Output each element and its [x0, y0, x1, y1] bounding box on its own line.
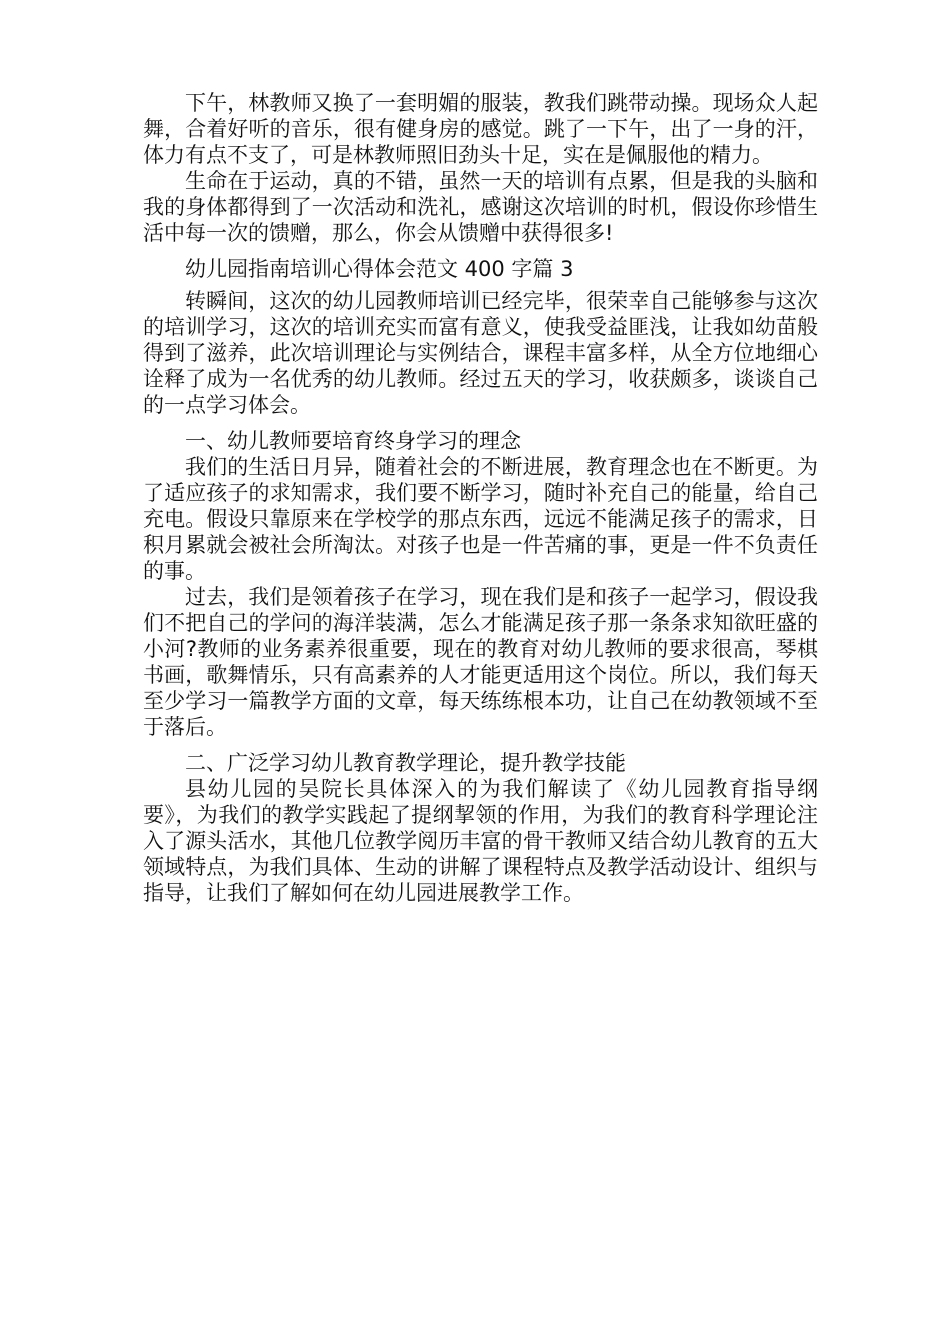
- paragraph: 下午，林教师又换了一套明媚的服装，教我们跳带动操。现场众人起舞，合着好听的音乐，很有健身房的感觉。跳了一下午，出了一身的汗，体力有点不支了，可是林教师照旧劲头十足，实在是佩服他的精力。: [143, 91, 818, 167]
- document-page: [143, 90, 818, 906]
- paragraph: 转瞬间，这次的幼儿园教师培训已经完毕，很荣幸自己能够参与这次的培训学习，这次的培训充实而富有意义，使我受益匪浅，让我如幼苗般得到了滋养，此次培训理论与实例结合，课程丰富多样，从全方位地细心诠释了成为一名优秀的幼儿教师。经过五天的学习，收获颇多，谈谈自己的一点学习体会。: [143, 289, 818, 417]
- paragraph: 过去，我们是领着孩子在学习，现在我们是和孩子一起学习，假设我们不把自己的学问的海洋装满，怎么才能满足孩子那一条条求知欲旺盛的小河?教师的业务素养很重要，现在的教育对幼儿教师的要求很高，琴棋书画，歌舞情乐，只有高素养的人才能更适用这个岗位。所以，我们每天至少学习一篇教学方面的文章，每天练练根本功，让自己在幼教领域不至于落后。: [143, 585, 818, 739]
- paragraph: 县幼儿园的吴院长具体深入的为我们解读了《幼儿园教育指导纲要》，为我们的教学实践起了提纲挈领的作用，为我们的教育科学理论注入了源头活水，其他几位教学阅历丰富的骨干教师又结合幼儿教育的五大领域特点，为我们具体、生动的讲解了课程特点及教学活动设计、组织与指导，让我们了解如何在幼儿园进展教学工作。: [143, 777, 818, 905]
- section-heading: 一、幼儿教师要培育终身学习的理念: [185, 429, 521, 453]
- paragraph: 我们的生活日月异，随着社会的不断进展，教育理念也在不断更。为了适应孩子的求知需求，我们要不断学习，随时补充自己的能量，给自己充电。假设只靠原来在学校学的那点东西，远远不能满足孩子的需求，日积月累就会被社会所淘汰。对孩子也是一件苦痛的事，更是一件不负责任的事。: [143, 455, 818, 583]
- section-title: 幼儿园指南培训心得体会范文 400 字篇 3: [185, 257, 574, 281]
- section-heading: 二、广泛学习幼儿教育教学理论，提升教学技能: [185, 751, 626, 775]
- paragraph: 生命在于运动，真的不错，虽然一天的培训有点累，但是我的头脑和我的身体都得到了一次活动和洗礼，感谢这次培训的时机，假设你珍惜生活中每一次的馈赠，那么，你会从馈赠中获得很多!: [143, 169, 818, 245]
